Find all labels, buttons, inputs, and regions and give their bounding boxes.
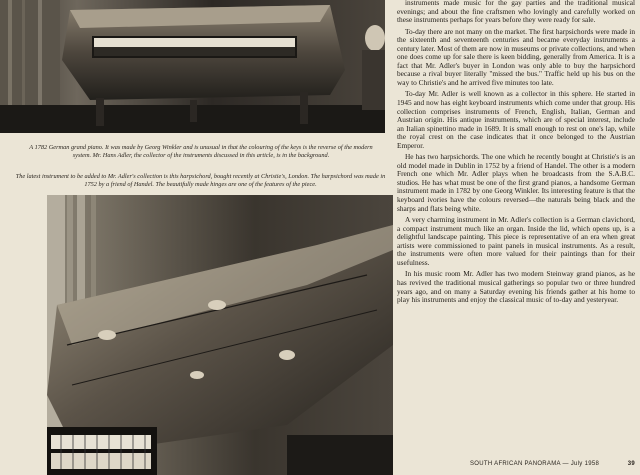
grand-piano-illustration: [0, 0, 385, 133]
article-paragraph-clavichord: A very charming instrument in Mr. Adler's collection is a German clavichord, a compact instrument much like an organ. Inside the lid, which opens up, is a delightful landscape painting. This piece is representative of an era when great artists were commissioned to paint panels in musical instruments. As a result, the instruments were often more valued for their paintings than for their usefulness.: [397, 215, 635, 267]
photo-grand-piano: [0, 0, 385, 133]
article-paragraph-continued: instruments made music for the gay parties and the traditional musical evenings; and about the fine craftsmen who lovingly and carefully worked on these instruments perhaps for years before they were ready for sale.: [397, 0, 635, 25]
article-column: [397, 0, 635, 455]
article-paragraph-collector: To-day Mr. Adler is well known as a collector in this sphere. He started in 1945 and now has eight keyboard instruments which come under that group. His collection comprises instruments of French, English, Italian, German and Austrian origin. His antique instruments, which are of special interest, include an Italian spinettino made in 1689. It is small enough to rest on one's lap, while the royal crest on the case indicates that it once belonged to the Austrian Emperor.: [397, 89, 635, 150]
article-paragraph-market: To-day there are not many on the market. The first harpsichords were made in the sixteenth and seventeenth centuries and became everyday instruments a century later. Most of them are now in museums or private collections, and when one does come up for sale there is keen bidding, generally from America. It is a fact that Mr. Adler's buyer in London was only able to buy the harpsichord because a rival buyer literally "missed the bus." Traffic held up his bus on the way to Christie's and he arrived five minutes too late.: [397, 26, 635, 87]
page-number: 39: [627, 461, 635, 467]
keyboard-keys: [94, 38, 295, 56]
page-footer: [470, 461, 635, 467]
caption-grand-piano: A 1782 German grand piano. It was made by Georg Winkler and is unusual in that the colouring of the keys is the reverse of the modern system. Mr. Hans Adler, the collector of the instruments discussed in this article, is in the background.: [29, 144, 373, 159]
harpsichord-illustration: [47, 195, 393, 475]
caption-harpsichord: The latest instrument to be added to Mr. Adler's collection is this harpsichord, bought recently at Christie's, London. The harpsichord was made in 1752 by a friend of Handel. The beautifully made hinges are one of the features of the piece.: [15, 173, 386, 188]
article-paragraph-music-room: In his music room Mr. Adler has two modern Steinway grand pianos, as he has revived the traditional musical gatherings so popular two or three hundred years ago, and on many a Saturday evening his friends gather at his home to play his instruments and enjoy the classical music of to-day and yesteryear.: [397, 269, 635, 305]
running-title: SOUTH AFRICAN PANORAMA — July 1958: [470, 461, 600, 467]
article-paragraph-harpsichords: He has two harpsichords. The one which he recently bought at Christie's is an old model made in Dublin in 1752 by a friend of Handel. The other is a modern French one which Mr. Adler plays when he broadcasts from the S.A.B.C. studios. He has what must be one of the first grand pianos, a handsome German instrument made in 1782 by one Georg Winkler. Its interesting feature is that the keyboard ivories have the colours reversed—the naturals being black and the sharps and flats being white.: [397, 152, 635, 213]
photo-harpsichord: [47, 195, 393, 475]
